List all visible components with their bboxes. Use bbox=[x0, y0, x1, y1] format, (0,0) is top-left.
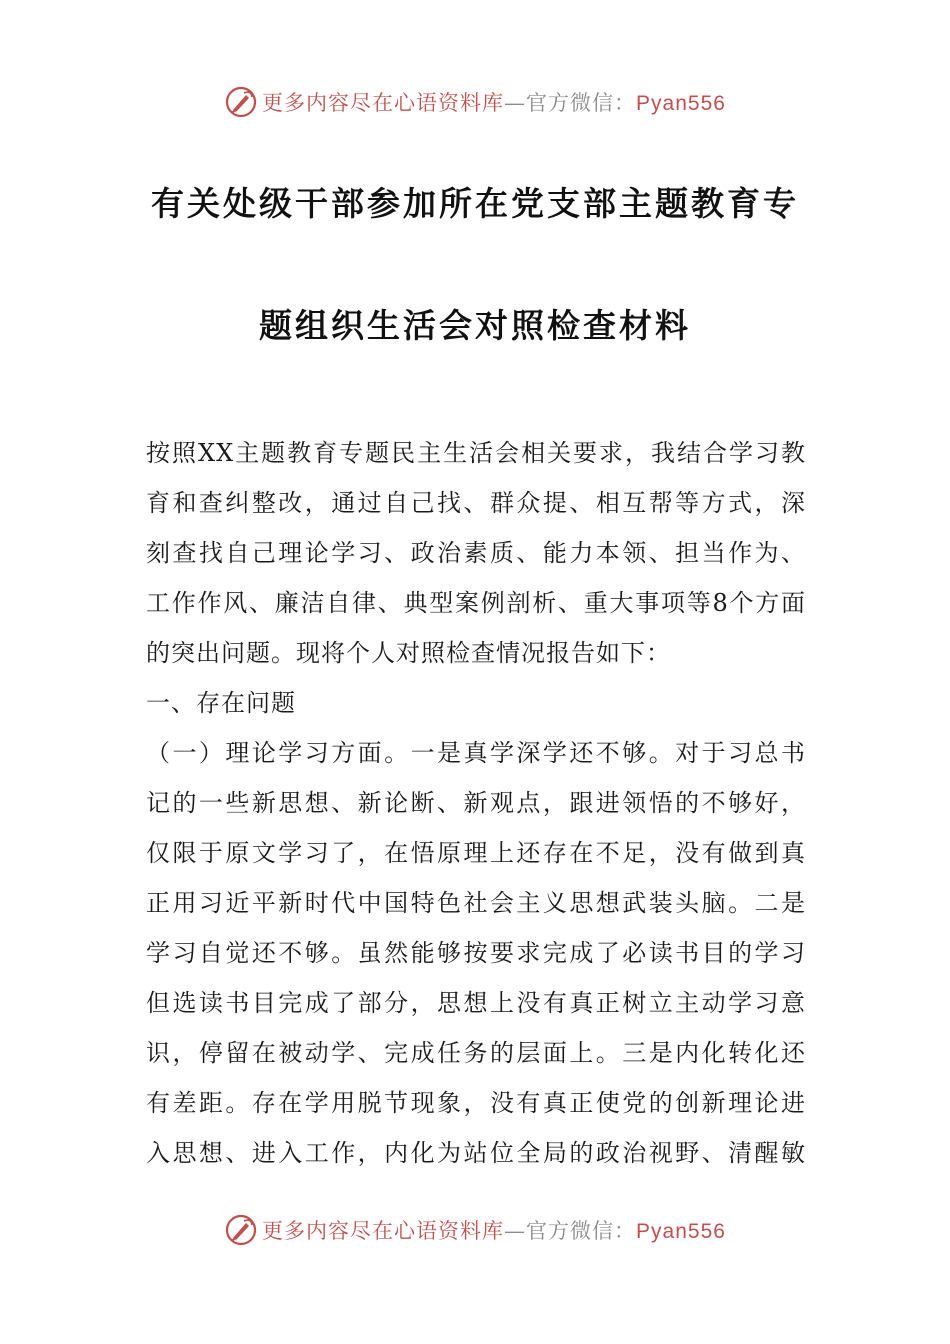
document-title-line-1: 有关处级干部参加所在党支部主题教育专 bbox=[151, 184, 799, 223]
body-line: 但选读书目完成了部分，思想上没有真正树立主动学习意 bbox=[146, 989, 806, 1017]
watermark-text bbox=[262, 1215, 726, 1245]
body-line: （一）理论学习方面。一是真学深学还不够。对于习总书 bbox=[146, 739, 806, 767]
body-line: 正用习近平新时代中国特色社会主义思想武装头脑。二是 bbox=[146, 889, 806, 917]
body-line: 识，停留在被动学、完成任务的层面上。三是内化转化还 bbox=[146, 1039, 806, 1067]
footer-watermark bbox=[0, 1210, 950, 1250]
watermark-wechat-id: Pyan556 bbox=[636, 1220, 726, 1243]
watermark-separator: — bbox=[504, 1219, 527, 1243]
watermark-site-text: 更多内容尽在心语资料库 bbox=[262, 1219, 505, 1243]
watermark-wechat-id: Pyan556 bbox=[636, 92, 726, 115]
body-line: 的突出问题。现将个人对照检查情况报告如下： bbox=[146, 639, 671, 667]
pen-circle-logo-icon bbox=[224, 85, 258, 119]
header-watermark bbox=[0, 82, 950, 122]
body-line: 工作作风、廉洁自律、典型案例剖析、重大事项等8个方面 bbox=[146, 589, 806, 617]
watermark-wechat-label: 官方微信： bbox=[526, 1219, 637, 1243]
pen-circle-logo-icon bbox=[224, 1213, 258, 1247]
watermark-text bbox=[262, 87, 726, 117]
section-heading: 一、存在问题 bbox=[146, 689, 296, 717]
document-title-line-2: 题组织生活会对照检查材料 bbox=[259, 306, 691, 345]
body-line: 记的一些新思想、新论断、新观点，跟进领悟的不够好， bbox=[146, 789, 806, 817]
watermark-wechat-label: 官方微信： bbox=[526, 91, 637, 115]
body-line: 按照XX主题教育专题民主生活会相关要求，我结合学习教 bbox=[146, 439, 806, 467]
watermark-site-text: 更多内容尽在心语资料库 bbox=[262, 91, 505, 115]
body-line: 刻查找自己理论学习、政治素质、能力本领、担当作为、 bbox=[146, 539, 806, 567]
body-line: 育和查纠整改，通过自己找、群众提、相互帮等方式，深 bbox=[146, 489, 806, 517]
body-line: 入思想、进入工作，内化为站位全局的政治视野、清醒敏 bbox=[146, 1139, 806, 1167]
watermark-separator: — bbox=[504, 91, 527, 115]
document-body bbox=[146, 428, 806, 1178]
body-line: 学习自觉还不够。虽然能够按要求完成了必读书目的学习 bbox=[146, 939, 806, 967]
body-line: 仅限于原文学习了，在悟原理上还存在不足，没有做到真 bbox=[146, 839, 806, 867]
body-line: 有差距。存在学用脱节现象，没有真正使党的创新理论进 bbox=[146, 1089, 806, 1117]
